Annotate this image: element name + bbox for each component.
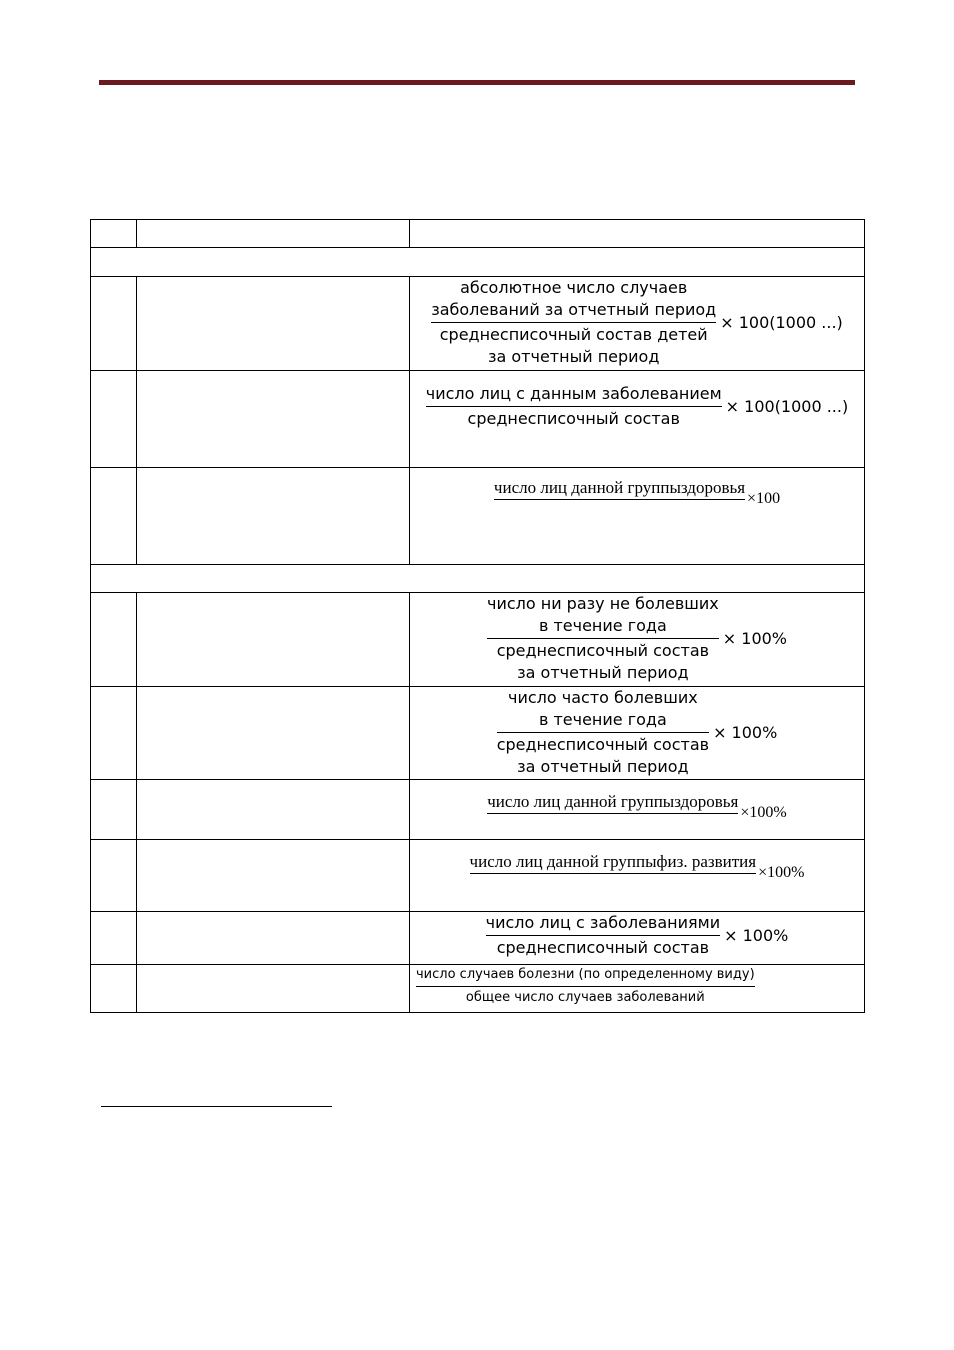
formula-cell bbox=[410, 840, 865, 912]
table-row bbox=[91, 912, 865, 965]
fraction bbox=[487, 792, 738, 815]
denominator-line: среднесписочный состав детей bbox=[439, 325, 708, 344]
numerator-line: число лиц данной группыздоровья bbox=[487, 791, 739, 811]
header-cell-number bbox=[91, 220, 137, 248]
table-row bbox=[91, 840, 865, 912]
section-row bbox=[91, 565, 865, 593]
denominator-line: среднесписочный состав bbox=[496, 735, 710, 754]
numerator-line: число часто болевших bbox=[508, 688, 698, 707]
header-cell-formula bbox=[410, 220, 865, 248]
footnote-separator bbox=[101, 1106, 332, 1107]
denominator-line: общее число случаев заболеваний bbox=[465, 990, 705, 1005]
numerator-line: абсолютное число случаев bbox=[460, 278, 688, 297]
multiplier: × 100(1000 ...) bbox=[720, 313, 843, 332]
numerator-line: число лиц данной группыздоровья bbox=[493, 477, 746, 497]
formula-cell bbox=[410, 780, 865, 840]
numerator-line: число лиц с данным заболеванием bbox=[425, 384, 722, 403]
table-row bbox=[91, 468, 865, 565]
formula-cell bbox=[410, 687, 865, 780]
multiplier: × 100% bbox=[713, 723, 778, 742]
section-cell bbox=[91, 248, 865, 277]
formula-cell bbox=[410, 912, 865, 965]
denominator-line: за отчетный период bbox=[487, 347, 660, 366]
fraction bbox=[497, 687, 709, 778]
fraction bbox=[487, 593, 719, 684]
denominator-line: за отчетный период bbox=[517, 757, 689, 776]
denominator-line: среднесписочный состав bbox=[496, 938, 710, 957]
header-rule bbox=[99, 80, 855, 85]
fraction bbox=[426, 383, 722, 430]
table-header-row bbox=[91, 220, 865, 248]
fraction bbox=[494, 478, 745, 501]
table-row bbox=[91, 687, 865, 780]
numerator-line: число лиц данной группыфиз. развития bbox=[469, 851, 757, 871]
multiplier: ×100% bbox=[740, 804, 787, 821]
numerator-line: число ни разу не болевших bbox=[486, 594, 719, 613]
fraction bbox=[416, 965, 755, 1008]
section-cell bbox=[91, 565, 865, 593]
header-cell-indicator bbox=[137, 220, 410, 248]
fraction bbox=[431, 277, 716, 368]
denominator-line: за отчетный период bbox=[517, 663, 689, 682]
multiplier: × 100% bbox=[722, 629, 787, 648]
denominator-line: среднесписочный состав bbox=[467, 409, 680, 428]
formula-cell bbox=[410, 965, 865, 1013]
table-row bbox=[91, 593, 865, 687]
numerator-line: заболеваний за отчетный период bbox=[431, 300, 717, 319]
numerator-line: в течение года bbox=[538, 616, 667, 635]
denominator-line: среднесписочный состав bbox=[496, 641, 710, 660]
multiplier: ×100 bbox=[747, 490, 781, 507]
table-row bbox=[91, 371, 865, 468]
multiplier: × 100(1000 ...) bbox=[725, 397, 849, 416]
formula-cell bbox=[410, 277, 865, 371]
table-row bbox=[91, 780, 865, 840]
formula-cell bbox=[410, 371, 865, 468]
table-row bbox=[91, 277, 865, 371]
formula-cell bbox=[410, 468, 865, 565]
formula-cell bbox=[410, 593, 865, 687]
multiplier: × 100% bbox=[724, 926, 789, 945]
fraction bbox=[486, 912, 720, 959]
section-row bbox=[91, 248, 865, 277]
table-row bbox=[91, 965, 865, 1013]
numerator-line: число случаев болезни (по определенному виду) bbox=[416, 967, 755, 982]
multiplier: ×100% bbox=[758, 864, 805, 881]
numerator-line: в течение года bbox=[538, 710, 667, 729]
indicators-table bbox=[90, 219, 865, 1013]
fraction bbox=[470, 852, 757, 875]
numerator-line: число лиц с заболеваниями bbox=[485, 913, 721, 932]
